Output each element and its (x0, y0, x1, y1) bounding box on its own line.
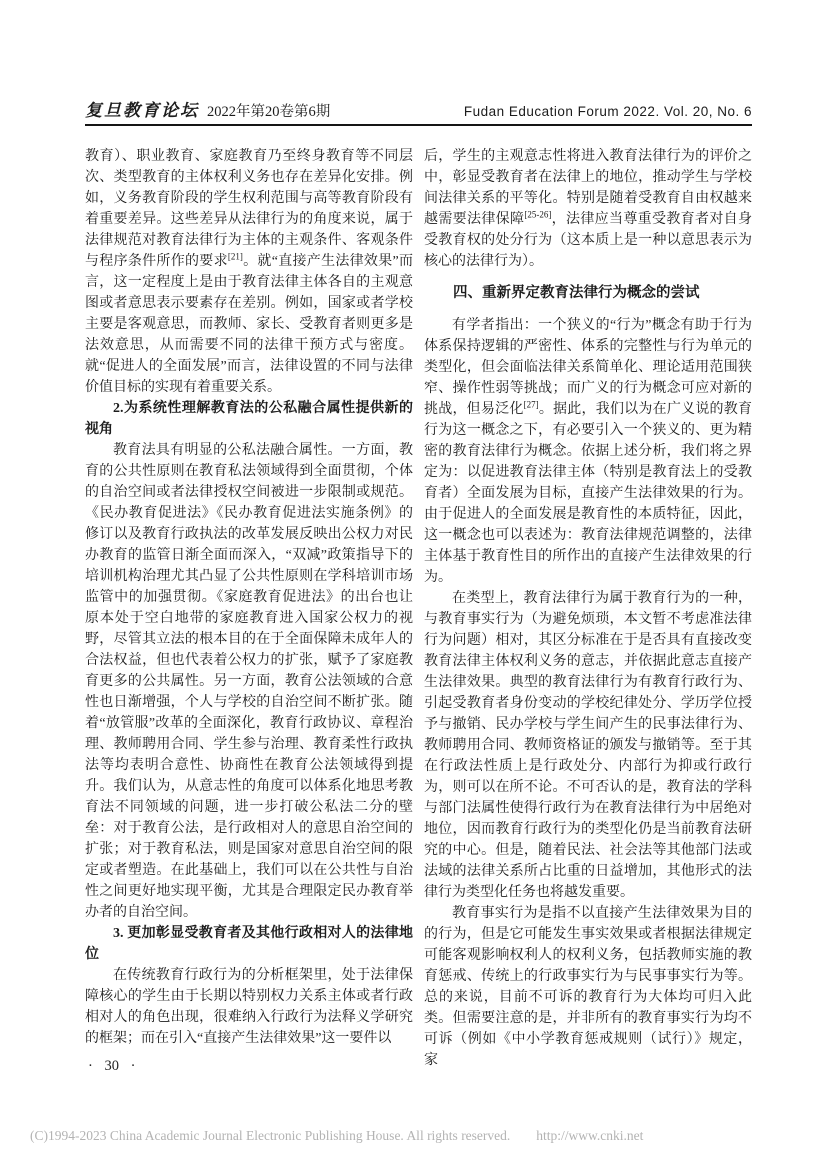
header-left (85, 96, 330, 121)
right-column (424, 146, 752, 1071)
issue-info-cn: 2022年第20卷第6期 (207, 104, 331, 120)
subsection-heading-3: 3. 更加彰显受教育者及其他行政相对人的法律地位 (85, 926, 413, 962)
journal-title-cn: 复旦教育论坛 (85, 101, 199, 120)
paragraph-continuation (85, 146, 413, 398)
header-divider (85, 124, 752, 126)
citation-ref-21: [21] (227, 251, 243, 262)
paragraph: 在类型上，教育法律行为属于教育行为的一种，与教育事实行为（为避免烦琐，本文暂不考虑准法律行为问题）相对，其区分标准在于是否具有直接改变教育法律主体权利义务的意志，并依据此意志直接产生法律效果。典型的教育法律行为有教育行政行为、引起受教育者身份变动的学校纪律处分、学历学位授予与撤销、民办学校与学生间产生的民事法律行为、教师聘用合同、教师资格证的颁发与撤销等。至于其在行政法性质上是行政处分、内部行为抑或行政行为，则可以在所不论。不可否认的是，教育法的学科与部门法属性使得行政行为在教育法律行为中居绝对地位，因而教育行政行为的类型化仍是当前教育法研究的中心。但是，随着民法、社会法等其他部门法或法域的法律关系所占比重的日益增加，其他形式的法律行为类型化任务也将越发重要。 (424, 591, 752, 900)
copyright-footer (30, 1128, 800, 1144)
paragraph-text: 教育）、职业教育、家庭教育乃至终身教育等不同层次、类型教育的主体权利义务也存在差异化安排。例如，义务教育阶段的学生权利范围与高等教育阶段有着重要差异。这些差异从法律行为的角度来说，属于法律规范对教育法律行为主体的主观条件、客观条件与程序条件所作的要求 (85, 149, 413, 269)
paragraph: 教育法具有明显的公私法融合属性。一方面，教育的公共性原则在教育私法领域得到全面贯彻，个体的自治空间或者法律授权空间被进一步限制或规范。《民办教育促进法》《民办教育促进法实施条例》的修订以及教育行政执法的改革发展反映出公权力对民办教育的监管日渐全面而深入，“双减”政策指导下的培训机构治理尤其凸显了公共性原则在学科培训市场监管中的加强贯彻。《家庭教育促进法》的出台也让原本处于空白地带的家庭教育进入国家公权力的视野，尽管其立法的根本目的在于全面保障未成年人的合法权益，但也代表着公权力的扩张，赋予了家庭教育更多的公共属性。另一方面，教育公法领域的合意性也日渐增强，个人与学校的自治空间不断扩张。随着“放管服”改革的全面深化，教育行政协议、章程治理、教师聘用合同、学生参与治理、教育柔性行政执法等均表明合意性、协商性在教育公法领域得到提升。我们认为，从意志性的角度可以体系化地思考教育法不同领域的问题，进一步打破公私法二分的壁垒：对于教育公法，是行政相对人的意思自治空间的扩张；对于教育私法，则是国家对意思自治空间的限定或者塑造。在此基础上，我们可以在公共性与自治性之间更好地实现平衡，尤其是合理限定民办教育举办者的自治空间。 (85, 443, 413, 920)
subsection-heading-2: 2.为系统性理解教育法的公私融合属性提供新的视角 (85, 401, 413, 437)
left-column (85, 146, 413, 1049)
section-heading-4: 四、重新界定教育法律行为概念的尝试 (453, 285, 700, 301)
paragraph (424, 315, 752, 588)
journal-title-en: Fudan Education Forum 2022. Vol. 20, No. 6 (463, 104, 752, 119)
paragraph-text: 。据此，我们以为在广义说的教育行为这一概念之下，有必要引入一个狭义的、更为精密的教育法律行为概念。依据上述分析，我们将之界定为：以促进教育法律主体（特别是教育法上的受教育者）全面发展为目标，直接产生法律效果的行为。由于促进人的全面发展是教育性的本质特征，因此，这一概念也可以表述为：教育法律规范调整的，法律主体基于教育性目的所作出的直接产生法律效果的行为。 (424, 402, 753, 585)
paragraph-text: 后，学生的主观意志性将进入教育法律行为的评价之中，彰显受教育者在法律上的地位，推动学生与学校间法律关系的平等化。特别是随着受教育自由权越来越需要法律保障 (424, 149, 752, 227)
citation-ref-25-26: [25-26] (524, 209, 552, 220)
page-header (85, 96, 752, 121)
copyright-text: (C)1994-2023 China Academic Journal Electronic Publishing House. All rights reserved. (30, 1128, 511, 1143)
paragraph-continuation (424, 146, 752, 272)
paragraph-text: 。就“直接产生法律效果”而言，这一定程度上是由于教育法律主体各自的主观意图或者意思表示要素存在差别。例如，国家或者学校主要是客观意思，而教师、家长、受教育者则更多是法效意思，从而需要不同的法律干预方式与密度。就“促进人的全面发展”而言，法律设置的不同与法律价值目标的实现有着重要关系。 (85, 254, 413, 395)
paragraph: 教育事实行为是指不以直接产生法律效果为目的的行为，但是它可能发生事实效果或者根据法律规定可能客观影响权利人的权利义务，包括教师实施的教育惩戒、传统上的行政事实行为与民事事实行为等。总的来说，目前不可诉的教育行为大体均可归入此类。但需要注意的是，并非所有的教育事实行为均不可诉（例如《中小学教育惩戒规则（试行）》规定，家 (424, 906, 752, 1068)
page-number: · 30 · (88, 1058, 136, 1074)
citation-ref-27: [27] (523, 399, 539, 410)
paragraph-text: 有学者指出：一个狭义的“行为”概念有助于行为体系保持逻辑的严密性、体系的完整性与行为单元的类型化，但会面临法律关系简单化、理论适用范围狭窄、操作性弱等挑战；而广义的行为概念可应对新的挑战，但易泛化 (424, 318, 752, 417)
cnki-url: http://www.cnki.net (536, 1128, 644, 1143)
paragraph: 在传统教育行政行为的分析框架里，处于法律保障核心的学生由于长期以特别权力关系主体或者行政相对人的角色出现，很难纳入行政行为法释义学研究的框架；而在引入“直接产生法律效果”这一要件以 (85, 968, 413, 1046)
paragraph-text: ，法律应当尊重受教育者对自身受教育权的处分行为（这本质上是一种以意思表示为核心的法律行为）。 (424, 212, 753, 269)
